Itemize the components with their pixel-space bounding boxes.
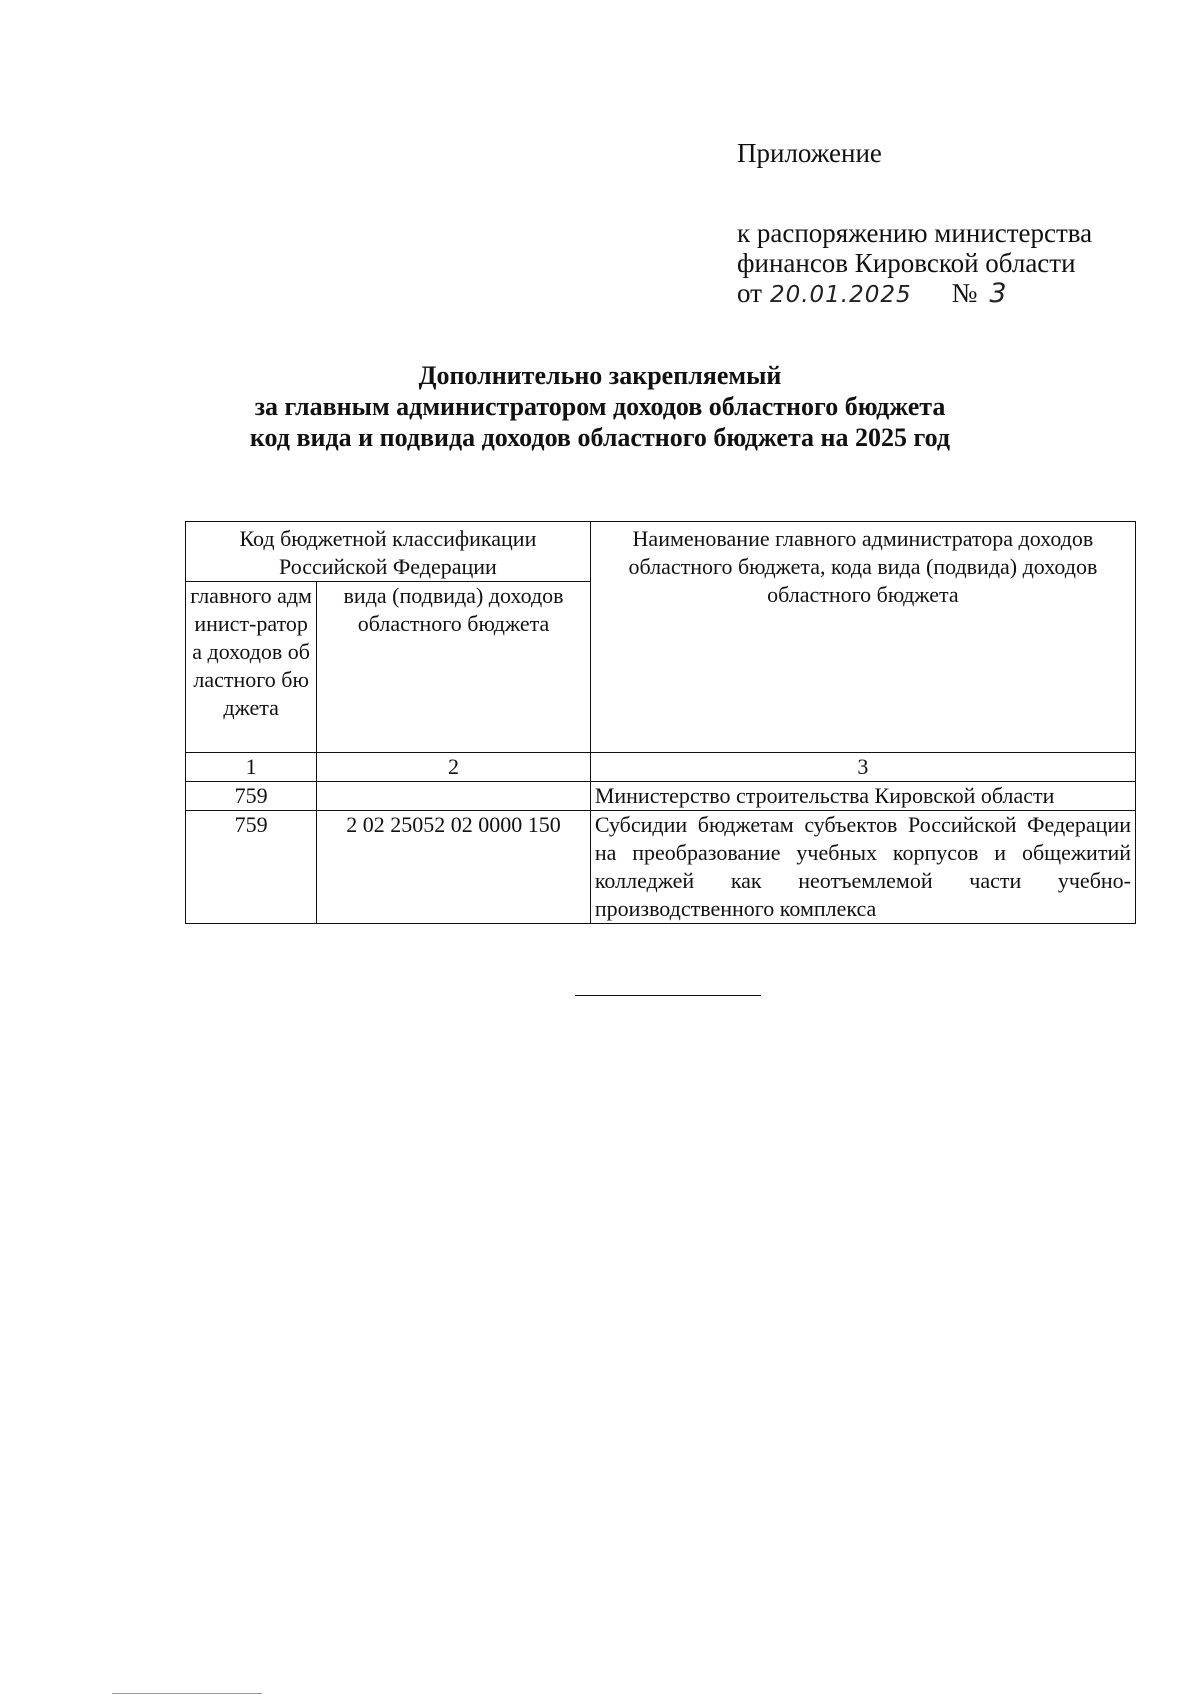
header-col3-cell xyxy=(590,522,1135,753)
income-code-cell xyxy=(317,782,591,811)
appendix-line-2: финансов Кировской области xyxy=(737,248,1076,278)
admin-code-cell: 759 xyxy=(186,811,317,924)
document-heading xyxy=(150,360,1050,453)
table-row xyxy=(186,811,1136,924)
handwritten-date: 20.01.2025 xyxy=(769,282,912,308)
table-header-row-1 xyxy=(186,522,1136,582)
closing-rule xyxy=(575,995,761,996)
scan-edge-mark xyxy=(112,1693,262,1694)
budget-classification-table xyxy=(185,521,1136,924)
handwritten-number: 3 xyxy=(989,278,1008,309)
name-cell: Министерство строительства Кировской области xyxy=(590,782,1135,811)
income-code-cell: 2 02 25052 02 0000 150 xyxy=(317,811,591,924)
header-col3-text: Наименование главного администратора доходов областного бюджета, кода вида (подвида) доходов областного бюджета xyxy=(628,526,1098,607)
appendix-date-line xyxy=(737,278,1092,310)
header-col1-text: главного админист-ратора доходов областного бюджета xyxy=(190,583,312,720)
date-prefix: от xyxy=(737,278,762,308)
appendix-title: Приложение xyxy=(737,138,882,168)
appendix-line-1: к распоряжению министерства xyxy=(737,218,1093,248)
appendix-block xyxy=(737,138,1092,310)
header-col1-cell xyxy=(186,582,317,753)
table-row xyxy=(186,782,1136,811)
number-prefix: № xyxy=(951,278,978,308)
header-col2-text: вида (подвида) доходов областного бюджета xyxy=(343,583,564,636)
heading-line-3: код вида и подвида доходов областного бюджета на 2025 год xyxy=(249,423,951,452)
col-number-3: 3 xyxy=(590,753,1135,782)
name-cell: Субсидии бюджетам субъектов Российской Федерации на преобразование учебных корпусов и общежитий колледжей как неотъемлемой части учебно-производственного комплекса xyxy=(590,811,1135,924)
header-group-text: Код бюджетной классификации Российской Федерации xyxy=(239,526,537,579)
col-number-1: 1 xyxy=(186,753,317,782)
table-number-row xyxy=(186,753,1136,782)
header-col2-cell xyxy=(317,582,591,753)
col-number-2: 2 xyxy=(317,753,591,782)
heading-line-1: Дополнительно закрепляемый xyxy=(418,361,782,390)
header-group-cell xyxy=(186,522,591,582)
heading-line-2: за главным администратором доходов областного бюджета xyxy=(254,392,946,421)
admin-code-cell: 759 xyxy=(186,782,317,811)
